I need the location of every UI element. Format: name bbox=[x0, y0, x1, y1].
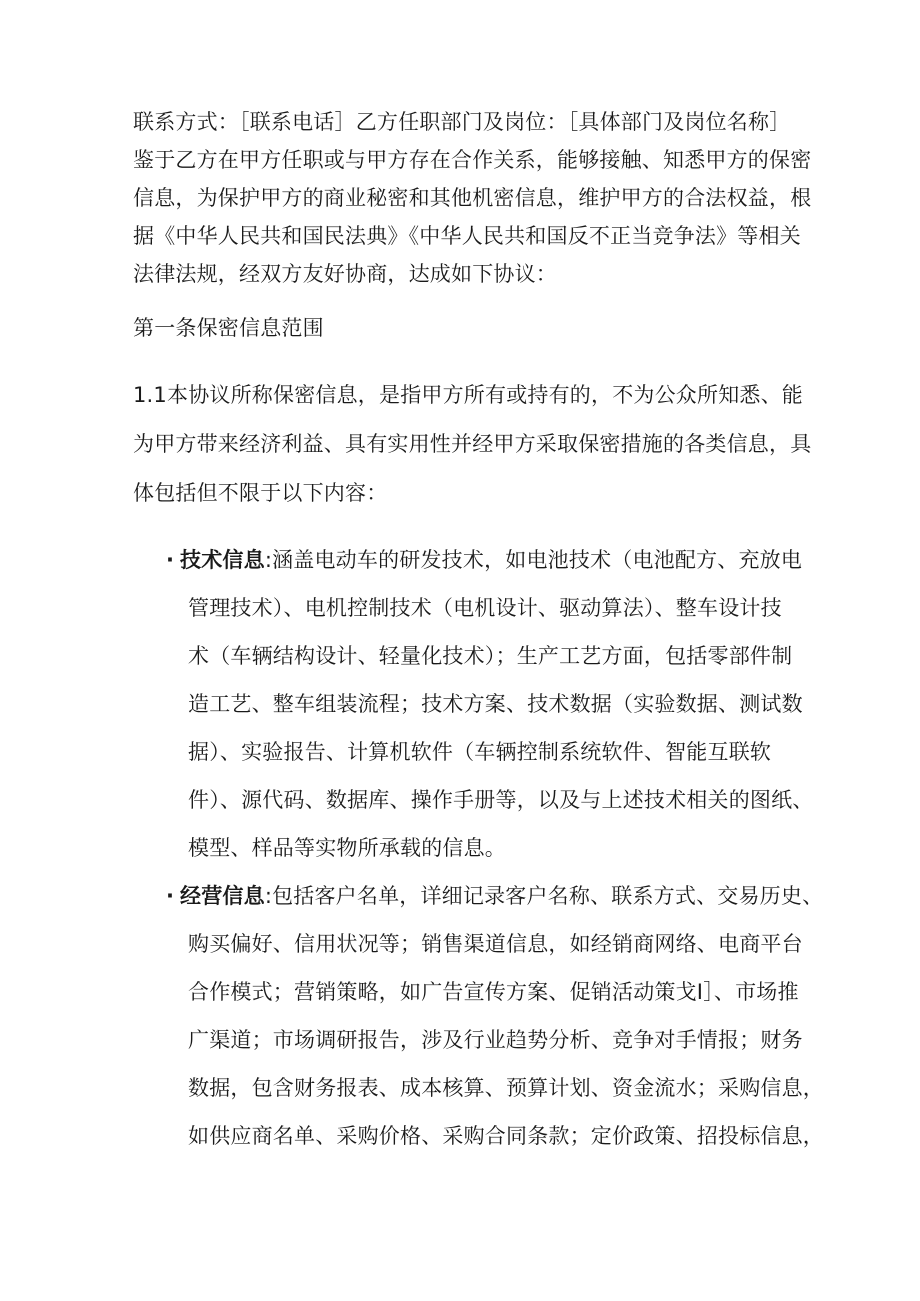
bullet-text: :包括客户名单，详细记录客户名称、联系方式、交易历史、 bbox=[264, 884, 824, 908]
contact-line: 联系方式：［联系电话］乙方任职部门及岗位：［具体部门及岗位名称］ bbox=[133, 110, 791, 134]
bullet-text-line: 据）、实验报告、计算机软件（车辆控制系统软件、智能互联软 bbox=[188, 740, 772, 764]
clause-line: 体包括但不限于以下内容： bbox=[133, 481, 388, 505]
bullet-dot-icon: · bbox=[166, 884, 175, 908]
clause-line: 为甲方带来经济利益、具有实用性并经甲方采取保密措施的各类信息，具 bbox=[133, 432, 812, 456]
bullet-dot-icon: · bbox=[166, 548, 175, 572]
bullet-label: 经营信息 bbox=[180, 884, 265, 908]
bullet-item-technical bbox=[166, 546, 802, 574]
preamble-line: 鉴于乙方在甲方任职或与甲方存在合作关系，能够接触、知悉甲方的保密 bbox=[133, 148, 812, 172]
bullet-text-line: 广渠道；市场调研报告，涉及行业趋势分析、竞争对手情报；财务 bbox=[188, 1028, 803, 1052]
clause-line: 1.1本协议所称保密信息，是指甲方所有或持有的，不为公众所知悉、能 bbox=[133, 383, 803, 407]
bullet-text-line: 数据，包含财务报表、成本核算、预算计划、资金流水；采购信息， bbox=[188, 1076, 824, 1100]
bullet-text-line: 管理技术）、电机控制技术（电机设计、驱动算法）、整车设计技 bbox=[188, 596, 782, 620]
bullet-text-line: 如供应商名单、采购价格、采购合同条款；定价政策、招投标信息， bbox=[188, 1124, 824, 1148]
bullet-text-line: 购买偏好、信用状况等；销售渠道信息，如经销商网络、电商平台 bbox=[188, 932, 803, 956]
bullet-text-line: 件）、源代码、数据库、操作手册等，以及与上述技术相关的图纸、 bbox=[188, 788, 814, 812]
article-heading: 第一条保密信息范围 bbox=[133, 316, 324, 340]
preamble-line: 信息，为保护甲方的商业秘密和其他机密信息，维护甲方的合法权益，根 bbox=[133, 186, 812, 210]
preamble-line: 法律法规，经双方友好协商，达成如下协议： bbox=[133, 262, 557, 286]
bullet-text-line: 合作模式；营销策略，如广告宣传方案、促销活动策戈I］、市场推 bbox=[188, 980, 799, 1004]
bullet-label: 技术信息 bbox=[180, 548, 265, 572]
bullet-text-line: 术（车辆结构设计、轻量化技术）；生产工艺方面，包括零部件制 bbox=[188, 644, 793, 668]
bullet-text-line: 造工艺、整车组装流程；技术方案、技术数据（实验数据、测试数 bbox=[188, 692, 803, 716]
bullet-item-business bbox=[166, 882, 823, 910]
bullet-text: :涵盖电动车的研发技术，如电池技术（电池配方、充放电 bbox=[264, 548, 803, 572]
bullet-text-line: 模型、样品等实物所承载的信息。 bbox=[188, 836, 506, 860]
preamble-line: 据《中华人民共和国民法典》《中华人民共和国反不正当竞争法》等相关 bbox=[133, 224, 801, 248]
